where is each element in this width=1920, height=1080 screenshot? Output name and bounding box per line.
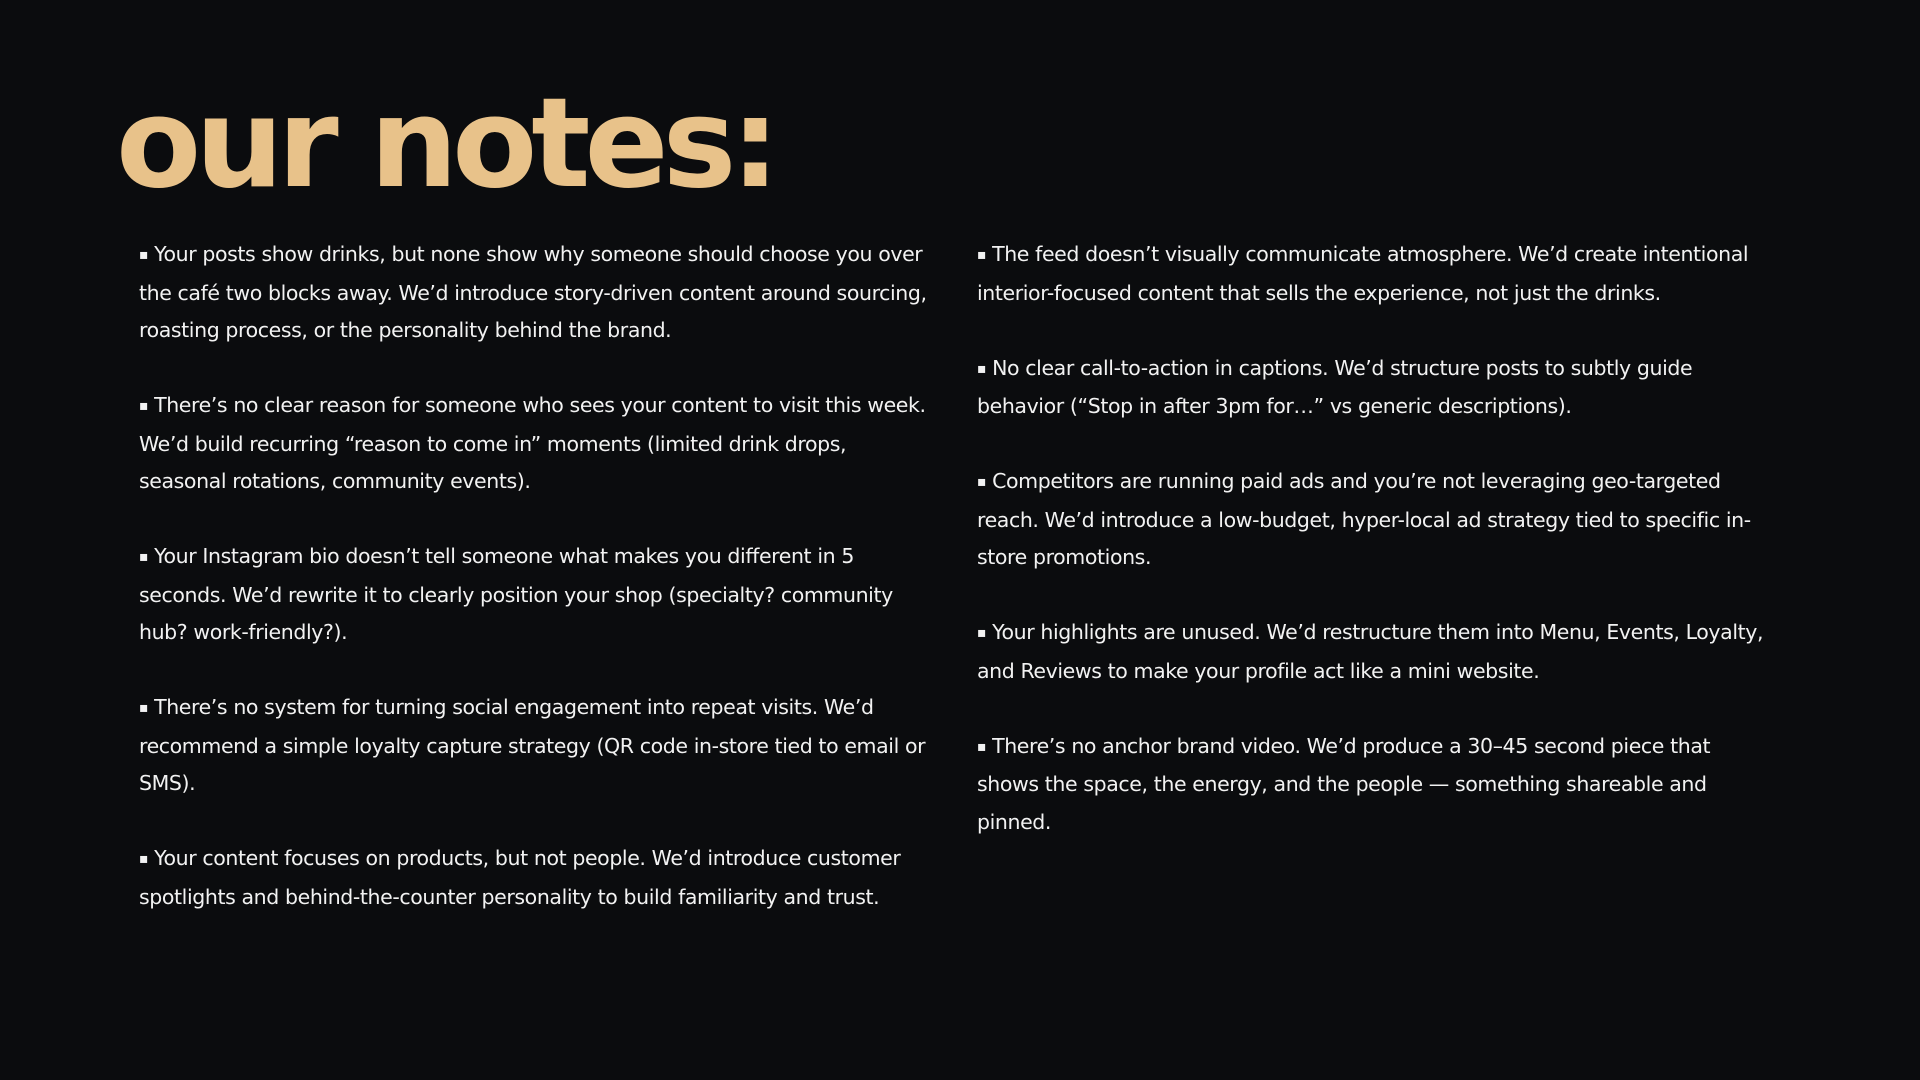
note-text: Your posts show drinks, but none show why someone should choose you over the café two blocks away. We’d introduce story-driven content around sourcing, roasting process, or the personality behind the brand. xyxy=(139,242,927,342)
bullet-icon: ▪ xyxy=(139,851,149,867)
note-text: No clear call-to-action in captions. We’d structure posts to subtly guide behavior (“Stop in after 3pm for…” vs generic descriptions). xyxy=(977,355,1693,418)
note-text: There’s no system for turning social engagement into repeat visits. We’d recommend a simple loyalty capture strategy (QR code in-store tied to email or SMS). xyxy=(139,695,926,795)
note-item xyxy=(139,387,929,501)
note-item xyxy=(139,689,929,803)
note-text: There’s no anchor brand video. We’d produce a 30–45 second piece that shows the space, the energy, and the people — something shareable and pinned. xyxy=(977,733,1711,834)
bullet-icon: ▪ xyxy=(977,738,987,755)
bullet-icon: ▪ xyxy=(977,247,987,263)
bullet-icon: ▪ xyxy=(139,700,149,716)
note-text: The feed doesn’t visually communicate atmosphere. We’d create intentional interior-focused content that sells the experience, not just the drinks. xyxy=(977,242,1749,305)
note-text: Your Instagram bio doesn’t tell someone what makes you different in 5 seconds. We’d rewrite it to clearly position your shop (specialty? community hub? work-friendly?). xyxy=(139,544,893,644)
note-text: Your content focuses on products, but not people. We’d introduce customer spotlights and behind-the-counter personality to build familiarity and trust. xyxy=(139,846,901,909)
note-item xyxy=(977,614,1767,690)
bullet-icon: ▪ xyxy=(977,625,987,641)
notes-list-left xyxy=(139,236,929,954)
note-item xyxy=(977,463,1767,577)
bullet-icon: ▪ xyxy=(139,549,149,565)
bullet-icon: ▪ xyxy=(139,398,149,414)
note-item xyxy=(139,236,929,350)
bullet-icon: ▪ xyxy=(139,247,149,263)
notes-list-right xyxy=(977,236,1767,879)
bullet-icon: ▪ xyxy=(977,474,987,490)
note-item xyxy=(977,350,1767,426)
bullet-icon: ▪ xyxy=(977,360,987,377)
note-item xyxy=(977,728,1767,842)
note-item xyxy=(139,840,929,916)
note-text: Your highlights are unused. We’d restructure them into Menu, Events, Loyalty, and Reviews to make your profile act like a mini website. xyxy=(977,620,1764,683)
note-item xyxy=(139,538,929,652)
note-text: There’s no clear reason for someone who sees your content to visit this week. We’d build recurring “reason to come in” moments (limited drink drops, seasonal rotations, community events). xyxy=(139,393,926,493)
page-title: our notes: xyxy=(116,72,775,216)
note-item xyxy=(977,236,1767,312)
note-text: Competitors are running paid ads and you’re not leveraging geo-targeted reach. We’d introduce a low-budget, hyper-local ad strategy tied to specific in-store promotions. xyxy=(977,469,1751,569)
